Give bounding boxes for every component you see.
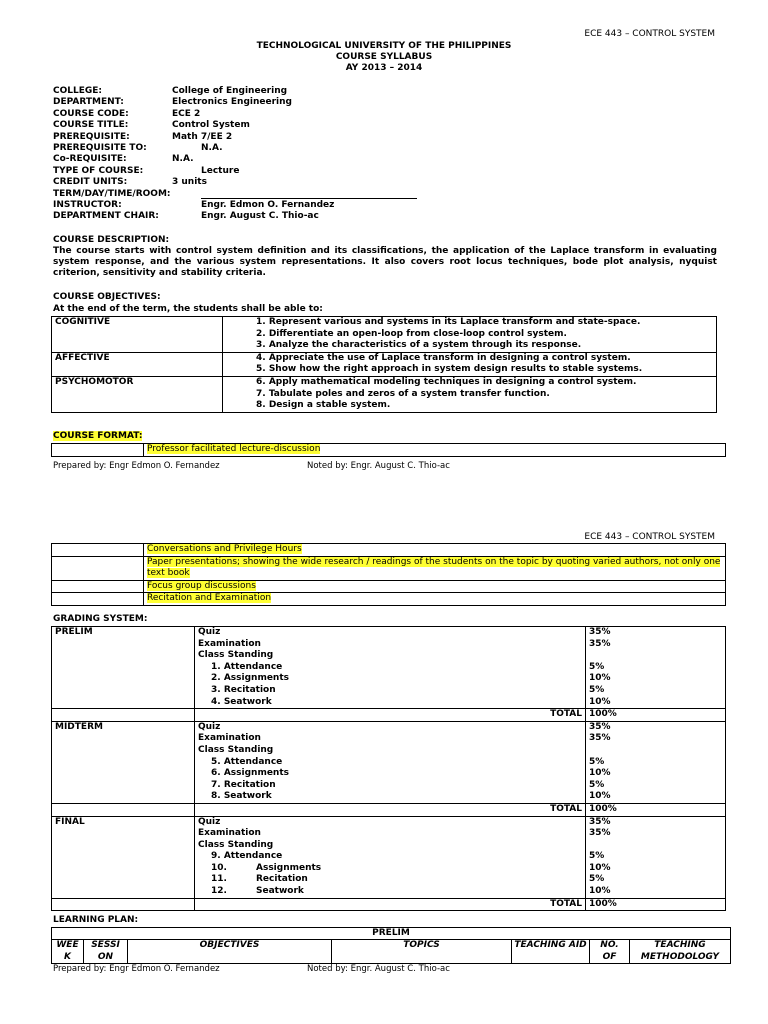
column-header: NO. OF [590,940,630,964]
column-header: WEE K [52,940,84,964]
term-label: PRELIM [52,627,195,709]
format-item: Focus group discussions [147,580,256,591]
course-format-title: COURSE FORMAT: [53,431,143,441]
syllabus-page-1: ECE 443 – CONTROL SYSTEM TECHNOLOGICAL UNIVERSITY OF THE PHILIPPINES COURSE SYLLABUS AY 2013 – 2014 COLLEGE: College of Engineering DEPARTMENT: Electronics Engineering COURSE CODE: ECE 2 COURSE TITLE: Control System PREREQUISITE: Math 7/EE 2 PREREQUISITE TO: N.A. Co-REQUISITE: N.A. TYPE OF COURSE: Lecture CREDIT UNITS: 3 units TERM/DAY/TIME/ROOM: INSTRUCTOR: Engr. Edmon O. Fernandez DEPARTMENT CHAIR: Engr. August C. Thio-ac COURSE DESCRIPTION: The course starts with control system definition and its classifications, the application of the Laplace transform in evaluating system response, and the various system representations. It also covers root locus techniques, bode plot analysis, nyquist criterion, sensitivity and stability criteria. COURSE OBJECTIVES: At the end of the term, the students shall be able to: COGNITIVE 1. Represent various and systems in its Laplace transform and state-space. 2. Differentiate an open-loop from close-loop control system. 3. Analyze the characteristics of a system through its response. AFFECTIVE 4. Appreciate the use of Laplace transform in designing a control system. 5. Show how the right approach in system design results to stable systems. PSYCHOMOTOR 6. Apply mathematical modeling techniques in designing a control system. 7. Tabulate poles and zeros of a system transfer function. 8. Design a stable system. COURSE FORMAT: Professor facilitated lecture-discussion Prepared by: Engr Edmon O. Fernandez Noted by: Engr. August C. Thio-ac [0,0,768,500]
total-row: TOTAL 100% [52,803,726,816]
table-row [52,444,726,457]
table-row [52,556,726,580]
prepared-by: Prepared by: Engr Edmon O. Fernandez [53,964,220,974]
page-footer [53,461,450,471]
table-row [52,317,717,353]
table-row [52,593,726,606]
domain-affective: AFFECTIVE [52,352,223,376]
university-name: TECHNOLOGICAL UNIVERSITY OF THE PHILIPPINES [256,41,512,51]
table-row [52,940,731,964]
description-title: COURSE DESCRIPTION: [53,235,170,245]
format-item: Professor facilitated lecture-discussion [147,444,321,454]
term-label: MIDTERM [52,721,195,803]
objectives-title: COURSE OBJECTIVES: [53,292,161,302]
page-footer [53,964,450,974]
table-row [52,352,717,376]
format-item: Recitation and Examination [147,593,272,604]
title-block [0,41,768,74]
document-title: COURSE SYLLABUS [335,52,433,62]
objectives-intro: At the end of the term, the students shall be able to: [53,304,323,314]
academic-year: AY 2013 – 2014 [345,63,423,73]
format-item: Conversations and Privilege Hours [147,544,302,554]
table-row [52,376,717,412]
term-label: FINAL [52,816,195,898]
noted-by: Noted by: Engr. August C. Thio-ac [307,964,450,974]
table-row [52,544,726,557]
course-format-table-continued [51,543,726,606]
objective-items: 4. Appreciate the use of Laplace transform in designing a control system. 5. Show how the right approach in system design results to stable systems. [223,352,717,376]
column-header: SESSI ON [84,940,128,964]
objective-items: 6. Apply mathematical modeling techniques in designing a control system. 7. Tabulate poles and zeros of a system transfer function. 8. Design a stable system. [223,376,717,412]
table-row: PRELIM Quiz Examination Class Standing 1. Attendance 2. Assignments 3. Recitation 4. Seatwork 35% 35% 5% 10% 5% 10% [52,627,726,709]
total-row: TOTAL 100% [52,709,726,722]
grading-title: GRADING SYSTEM: [53,614,148,624]
course-description: The course starts with control system definition and its classifications, the application of the Laplace transform in evaluating system response, and the various system representations. It also covers root locus techniques, bode plot analysis, nyquist criterion, sensitivity and stability criteria. [53,246,717,279]
course-format-table [51,443,726,457]
noted-by: Noted by: Engr. August C. Thio-ac [307,461,450,471]
table-row [52,928,731,940]
column-header: TEACHING METHODOLOGY [630,940,731,964]
format-item: Paper presentations; showing the wide research / readings of the students on the topic by quoting varied authors, not only one text book [147,556,721,579]
prepared-by: Prepared by: Engr Edmon O. Fernandez [53,461,220,471]
objective-items: 1. Represent various and systems in its Laplace transform and state-space. 2. Differentiate an open-loop from close-loop control system. 3. Analyze the characteristics of a system through its response. [223,317,717,353]
grading-table [51,626,726,911]
term-header: PRELIM [52,928,731,940]
blank-underline [201,198,417,199]
learning-plan-title: LEARNING PLAN: [53,915,139,925]
page-header-code: ECE 443 – CONTROL SYSTEM [584,532,715,542]
column-header: TEACHING AID [512,940,590,964]
column-header: OBJECTIVES [128,940,332,964]
objectives-table [51,316,717,413]
page-header-code: ECE 443 – CONTROL SYSTEM [584,29,715,39]
table-row [52,580,726,593]
domain-cognitive: COGNITIVE [52,317,223,353]
learning-plan-table [51,927,731,964]
domain-psychomotor: PSYCHOMOTOR [52,376,223,412]
column-header: TOPICS [332,940,512,964]
table-row: MIDTERM Quiz Examination Class Standing 5. Attendance 6. Assignments 7. Recitation 8. Seatwork 35% 35% 5% 10% 5% 10% [52,721,726,803]
total-row: TOTAL 100% [52,898,726,911]
table-row: FINAL Quiz Examination Class Standing 9. Attendance 10. Assignments 11. Recitation 12. Seatwork 35% 35% 5% 10% 5% 10% [52,816,726,898]
